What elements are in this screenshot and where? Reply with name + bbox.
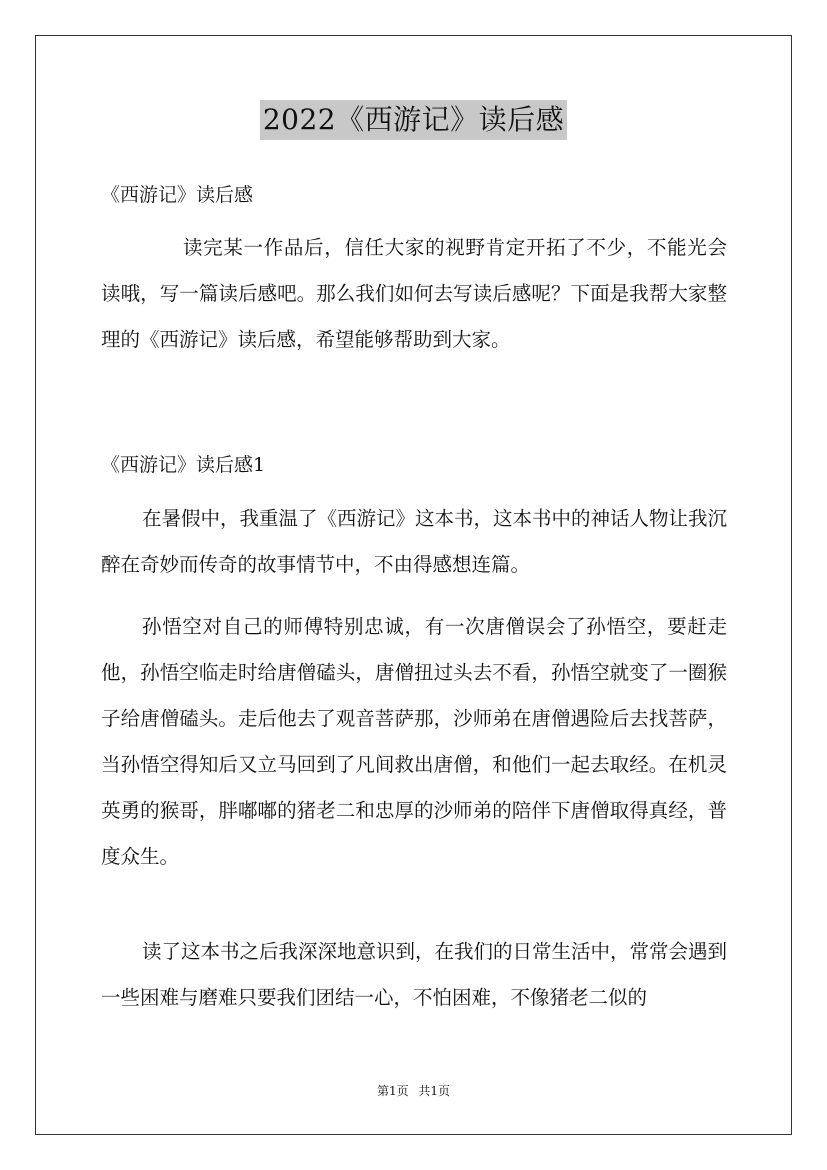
body-paragraph-1: 在暑假中，我重温了《西游记》这本书，这本书中的神话人物让我沉醉在奇妙而传奇的故事情节中，不由得感想连篇。 — [101, 507, 728, 576]
page-number: 第1页 — [376, 1084, 409, 1098]
body-paragraph-3: 读了这本书之后我深深地意识到，在我们的日常生活中，常常会遇到一些困难与磨难只要我们团结一心，不怕困难，不像猪老二似的 — [101, 940, 728, 1009]
title-container — [0, 100, 827, 140]
intro-paragraph: 读完某一作品后，信任大家的视野肯定开拓了不少，不能光会读哦，写一篇读后感吧。那么我们如何去写读后感呢？下面是我帮大家整理的《西游记》读后感，希望能够帮助到大家。 — [101, 236, 727, 351]
body-paragraph-2: 孙悟空对自己的师傅特别忠诚，有一次唐僧误会了孙悟空，要赶走他，孙悟空临走时给唐僧磕头，唐僧扭过头去不看，孙悟空就变了一圈猴子给唐僧磕头。走后他去了观音菩萨那，沙师弟在唐僧遇险后去找菩萨，当孙悟空得知后又立马回到了凡间救出唐僧，和他们一起去取经。在机灵英勇的猴哥，胖嘟嘟的猪老二和忠厚的沙师弟的陪伴下唐僧取得真经，普度众生。 — [101, 615, 727, 868]
page-footer — [0, 1082, 827, 1099]
section-heading-1: 《西游记》读后感1 — [101, 454, 266, 476]
page-total: 共1页 — [418, 1084, 451, 1098]
section-heading: 《西游记》读后感 — [101, 184, 254, 206]
document-title: 2022《西游记》读后感 — [260, 100, 567, 140]
